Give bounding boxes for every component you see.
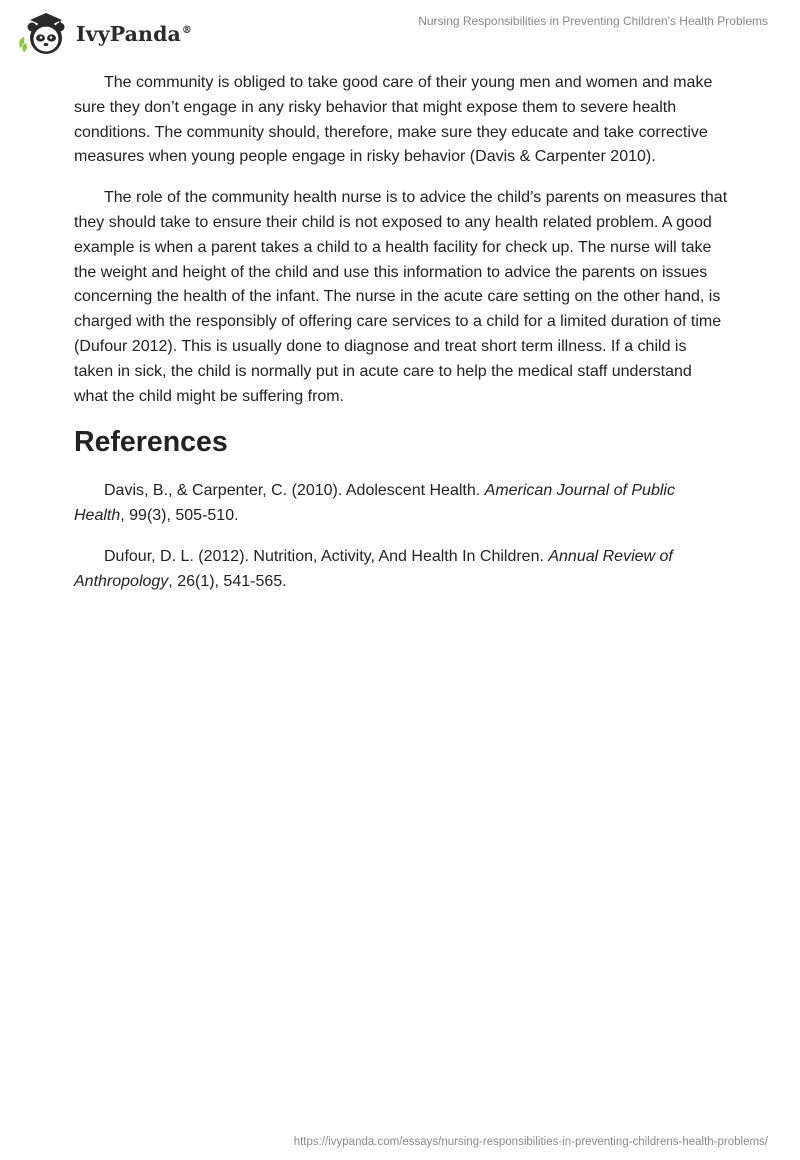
body-paragraph: The community is obliged to take good care of their young men and women and make sure they don’t engage in any risky behavior that might expose them to severe health conditions. The community should, therefore, make sure they educate and take corrective measures when young people engage in risky behavior (Davis & Carpenter 2010). bbox=[74, 74, 713, 166]
body-paragraph: The role of the community health nurse is to advice the child’s parents on measures that they should take to ensure their child is not exposed to any health related problem. A good example is when a parent takes a child to a health facility for check up. The nurse will take the weight and height of the child and use this information to advice the parents on issues concerning the health of the infant. The nurse in the acute care setting on the other hand, is charged with the responsibly of offering care services to a child for a limited duration of time (Dufour 2012). This is usually done to diagnose and treat short term illness. If a child is taken in sick, the child is normally put in acute care to help the medical staff understand what the child might be suffering from. bbox=[74, 189, 728, 405]
journal-title: American Journal of Public Health bbox=[74, 482, 675, 525]
source-url[interactable]: https://ivypanda.com/essays/nursing-responsibilities-in-preventing-childrens-health-problems/ bbox=[293, 1136, 768, 1148]
page-header bbox=[0, 0, 800, 64]
reference-entry: Davis, B., & Carpenter, C. (2010). Adolescent Health. American Journal of Public Health, 99(3), 505-510. bbox=[74, 482, 675, 525]
references-heading: References bbox=[74, 426, 228, 459]
journal-title: Annual Review of Anthropology bbox=[74, 547, 673, 590]
logo-wordmark: IvyPanda® bbox=[76, 22, 192, 46]
ivypanda-logo[interactable] bbox=[16, 8, 192, 58]
panda-graduate-icon bbox=[16, 8, 74, 58]
essay-content bbox=[74, 71, 730, 611]
reference-entry: Dufour, D. L. (2012). Nutrition, Activity, And Health In Children. Annual Review of Anthropology, 26(1), 541-565. bbox=[74, 547, 673, 590]
running-title: Nursing Responsibilities in Preventing Children's Health Problems bbox=[418, 14, 768, 28]
registered-mark: ® bbox=[181, 25, 192, 37]
